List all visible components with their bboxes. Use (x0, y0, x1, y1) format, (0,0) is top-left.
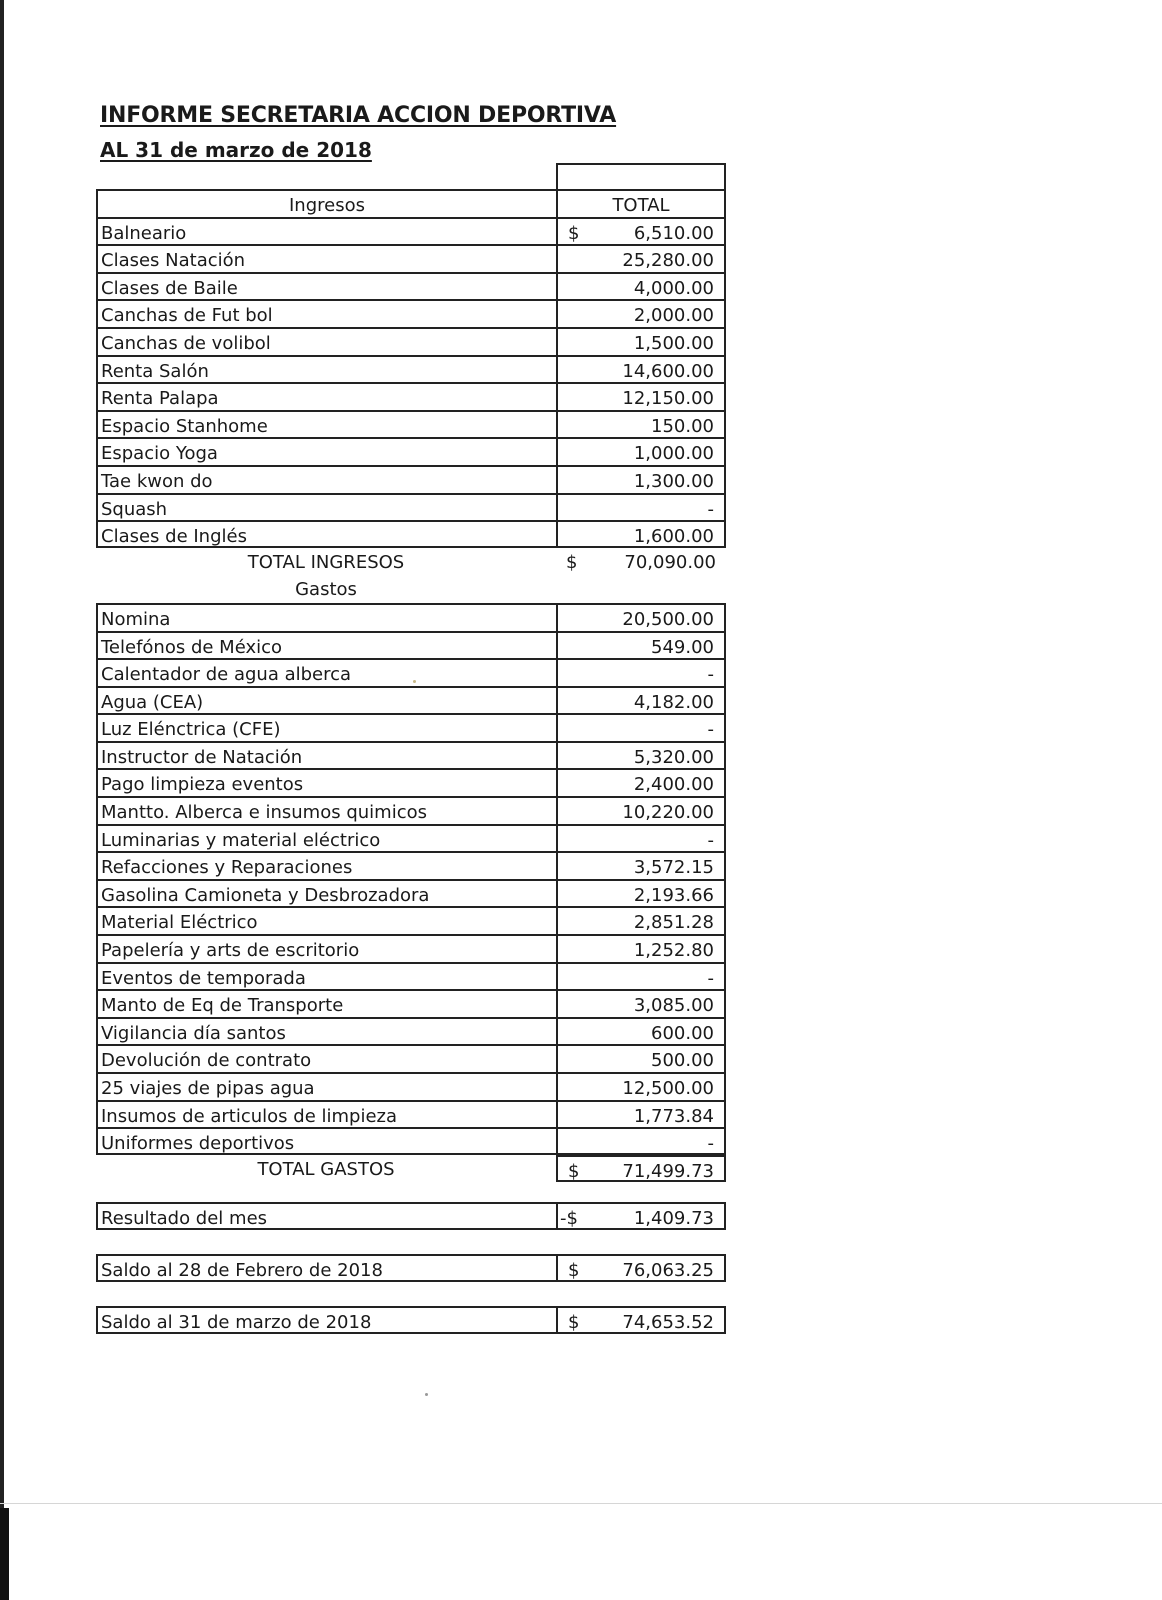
total-gastos-value (556, 1155, 726, 1183)
gasto-row-amount: - (707, 1133, 714, 1155)
ingreso-row-label: Renta Salón (96, 355, 556, 383)
gasto-row-label: Refacciones y Reparaciones (96, 851, 556, 879)
gasto-row-label: Eventos de temporada (96, 962, 556, 990)
summary-amount: 1,409.73 (633, 1208, 714, 1230)
gasto-row-amount: 2,193.66 (633, 884, 714, 906)
gasto-row (96, 906, 728, 934)
gasto-row (96, 768, 728, 796)
gasto-row-amount: 3,572.15 (633, 857, 714, 879)
gasto-row-amount: 20,500.00 (622, 608, 714, 630)
summary-value (556, 1202, 726, 1230)
summary-label: Saldo al 28 de Febrero de 2018 (96, 1254, 556, 1282)
report-title: INFORME SECRETARIA ACCION DEPORTIVA (100, 103, 617, 128)
gasto-row-label: Vigilancia día santos (96, 1017, 556, 1045)
gasto-row-value (556, 962, 726, 990)
ingreso-row-value (556, 493, 726, 521)
ingreso-row-label: Renta Palapa (96, 382, 556, 410)
gasto-row-label: Nomina (96, 603, 556, 631)
gasto-row-value (556, 906, 726, 934)
gasto-row-value (556, 934, 726, 962)
ingreso-row-label: Squash (96, 493, 556, 521)
ingreso-row-label: Espacio Yoga (96, 437, 556, 465)
total-ingresos-label: TOTAL INGRESOS (247, 551, 405, 573)
ingreso-row-label: Tae kwon do (96, 465, 556, 493)
ingreso-row-value (556, 437, 726, 465)
ingreso-row (96, 272, 728, 300)
total-column-header-label: TOTAL (612, 195, 670, 216)
gasto-row-amount: 3,085.00 (633, 995, 714, 1017)
ingreso-row-amount: 12,150.00 (622, 388, 714, 410)
gasto-row-value (556, 1100, 726, 1128)
report-subtitle: AL 31 de marzo de 2018 (100, 138, 372, 162)
gasto-row-value (556, 796, 726, 824)
gasto-row-amount: 12,500.00 (622, 1078, 714, 1099)
ingreso-row-value (556, 520, 726, 548)
summary-currency: -$ (560, 1208, 578, 1230)
gasto-row-label: Mantto. Alberca e insumos quimicos (96, 796, 556, 824)
ingreso-row-value (556, 465, 726, 493)
gasto-row-amount: - (707, 664, 714, 686)
summary-value (556, 1306, 726, 1334)
gasto-row-label: Telefónos de México (96, 631, 556, 659)
ingreso-row-value (556, 327, 726, 355)
scan-speck (425, 1393, 428, 1396)
ingreso-row-amount: 6,510.00 (633, 222, 714, 244)
gasto-row-value (556, 768, 726, 796)
ingreso-row (96, 244, 728, 272)
gasto-row (96, 1127, 728, 1155)
scan-left-edge (0, 0, 4, 1600)
ingreso-row-amount: - (707, 498, 714, 520)
summary-amount: 76,063.25 (622, 1260, 714, 1282)
gasto-row (96, 741, 728, 769)
summary-amount: 74,653.52 (622, 1312, 714, 1334)
gasto-row (96, 631, 728, 659)
summary-label: Resultado del mes (96, 1202, 556, 1230)
ingreso-row-value (556, 355, 726, 383)
gasto-row-value (556, 603, 726, 631)
gasto-row-amount: 2,851.28 (633, 912, 714, 934)
gasto-row-label: Material Eléctrico (96, 906, 556, 934)
total-column-header (556, 189, 726, 217)
ingreso-row (96, 217, 728, 245)
ingreso-row (96, 465, 728, 493)
ingreso-row-amount: 2,000.00 (633, 305, 714, 327)
ingreso-row-amount: 150.00 (651, 415, 714, 437)
gasto-row (96, 824, 728, 852)
gasto-row-amount: - (707, 967, 714, 989)
gasto-row-value (556, 851, 726, 879)
gasto-row (96, 962, 728, 990)
gasto-row-label: Luz Elénctrica (CFE) (96, 713, 556, 741)
ingreso-row-value (556, 382, 726, 410)
gasto-row-amount: 1,252.80 (633, 940, 714, 962)
ingresos-header-label: Ingresos (96, 189, 556, 217)
gasto-row (96, 1017, 728, 1045)
ingresos-list (96, 217, 728, 548)
gasto-row (96, 713, 728, 741)
gasto-row-label: Calentador de agua alberca (96, 658, 556, 686)
gasto-row-amount: 1,773.84 (633, 1105, 714, 1127)
ingreso-row-label: Espacio Stanhome (96, 410, 556, 438)
ingreso-row (96, 410, 728, 438)
gasto-row (96, 934, 728, 962)
gasto-row-amount: - (707, 719, 714, 741)
total-ingresos-currency: $ (566, 551, 578, 573)
gasto-row-label: Gasolina Camioneta y Desbrozadora (96, 879, 556, 907)
total-ingresos-row (96, 548, 728, 576)
gasto-row (96, 989, 728, 1017)
summary-currency: $ (568, 1312, 580, 1334)
gasto-row-value (556, 879, 726, 907)
ingreso-row (96, 493, 728, 521)
gasto-row (96, 1100, 728, 1128)
gasto-row-value (556, 741, 726, 769)
gasto-row-value (556, 824, 726, 852)
ingreso-row-value (556, 410, 726, 438)
ingreso-row-amount: 1,500.00 (633, 332, 714, 354)
ingreso-row-amount: 25,280.00 (622, 250, 714, 272)
ingreso-row-label: Clases de Inglés (96, 520, 556, 548)
gasto-row-label: Insumos de articulos de limpieza (96, 1100, 556, 1128)
total-ingresos-amount: 70,090.00 (624, 551, 716, 573)
total-gastos-amount: 71,499.73 (622, 1160, 714, 1182)
gasto-row (96, 1044, 728, 1072)
ingreso-row-label: Clases de Baile (96, 272, 556, 300)
gasto-row (96, 879, 728, 907)
gasto-row-amount: 2,400.00 (633, 774, 714, 796)
summary-value (556, 1254, 726, 1282)
ingreso-row-amount: 4,000.00 (633, 277, 714, 299)
ingreso-row (96, 327, 728, 355)
saldo-marzo-row (96, 1306, 728, 1334)
ingreso-row-value (556, 244, 726, 272)
gasto-row (96, 796, 728, 824)
gasto-row-value (556, 631, 726, 659)
gasto-row-value (556, 989, 726, 1017)
gasto-row-amount: 4,182.00 (633, 691, 714, 713)
financial-report-table (96, 163, 728, 1334)
gasto-row-label: Papelería y arts de escritorio (96, 934, 556, 962)
gasto-row-amount: 549.00 (651, 636, 714, 658)
ingreso-row (96, 520, 728, 548)
total-gastos-row (96, 1155, 728, 1183)
gasto-row-label: Manto de Eq de Transporte (96, 989, 556, 1017)
ingreso-row-value (556, 272, 726, 300)
ingreso-row-amount: 14,600.00 (622, 360, 714, 382)
ingreso-row-label: Canchas de Fut bol (96, 299, 556, 327)
gasto-row-amount: - (707, 829, 714, 851)
gastos-header-label: Gastos (295, 579, 357, 601)
saldo-febrero-row (96, 1254, 728, 1282)
ingreso-row (96, 299, 728, 327)
gasto-row-amount: 500.00 (651, 1050, 714, 1072)
gasto-row-amount: 10,220.00 (622, 802, 714, 824)
total-gastos-currency: $ (568, 1160, 580, 1182)
gasto-row-value (556, 1127, 726, 1155)
ingreso-row-amount: 1,000.00 (633, 443, 714, 465)
gasto-row-value (556, 658, 726, 686)
gasto-row-amount: 600.00 (651, 1022, 714, 1044)
gasto-row (96, 1072, 728, 1100)
ingreso-row (96, 437, 728, 465)
ingreso-row-label: Canchas de volibol (96, 327, 556, 355)
ingreso-row (96, 382, 728, 410)
gasto-row-value (556, 713, 726, 741)
summary-label: Saldo al 31 de marzo de 2018 (96, 1306, 556, 1334)
ingreso-row-value (556, 217, 726, 245)
gasto-row (96, 658, 728, 686)
total-gastos-label: TOTAL GASTOS (257, 1158, 395, 1180)
gasto-row-value (556, 1072, 726, 1100)
gasto-row-label: Devolución de contrato (96, 1044, 556, 1072)
gasto-row-label: Agua (CEA) (96, 686, 556, 714)
gasto-row-value (556, 686, 726, 714)
ingreso-row-amount: 1,600.00 (633, 526, 714, 548)
gasto-row (96, 686, 728, 714)
resultado-del-mes-row (96, 1202, 728, 1230)
gasto-row (96, 603, 728, 631)
gasto-row-label: Uniformes deportivos (96, 1127, 556, 1155)
ingreso-row-amount: 1,300.00 (633, 470, 714, 492)
gasto-row-label: Pago limpieza eventos (96, 768, 556, 796)
ingresos-header-row (96, 189, 728, 217)
ingreso-row-label: Balneario (96, 217, 556, 245)
gasto-row-value (556, 1017, 726, 1045)
gasto-row-label: Instructor de Natación (96, 741, 556, 769)
total-ingresos-value (556, 548, 726, 576)
ingreso-row-currency: $ (568, 222, 580, 244)
ingreso-row-label: Clases Natación (96, 244, 556, 272)
gastos-header-row (96, 575, 728, 603)
total-column-header-cap (556, 163, 726, 191)
gasto-row-amount: 5,320.00 (633, 746, 714, 768)
scan-fold-line (0, 1503, 1162, 1504)
gasto-row (96, 851, 728, 879)
scan-corner-bar (0, 1508, 9, 1600)
ingreso-row-value (556, 299, 726, 327)
ingreso-row (96, 355, 728, 383)
summary-currency: $ (568, 1260, 580, 1282)
gasto-row-label: Luminarias y material eléctrico (96, 824, 556, 852)
gastos-list (96, 603, 728, 1155)
gasto-row-label: 25 viajes de pipas agua (96, 1072, 556, 1100)
gasto-row-value (556, 1044, 726, 1072)
